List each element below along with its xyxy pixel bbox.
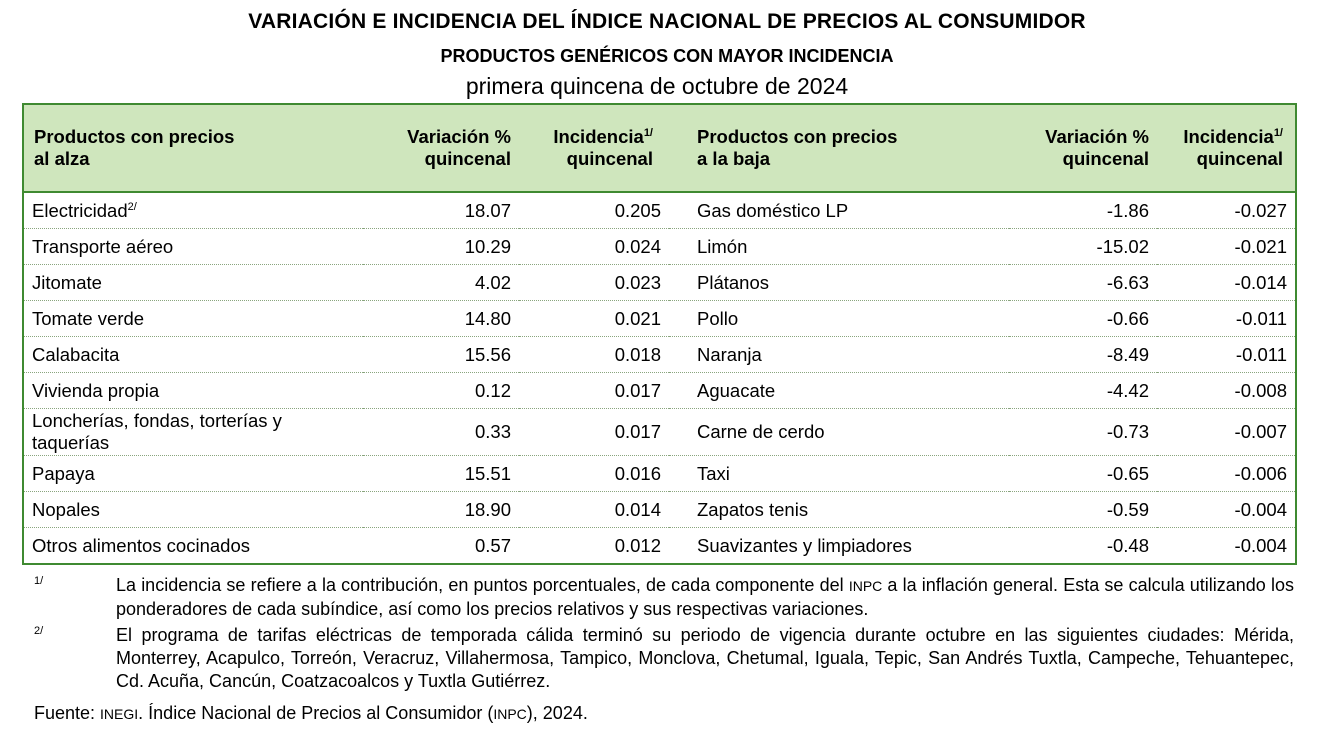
variacion-baja: -0.66 xyxy=(1009,301,1157,337)
product-baja: Pollo xyxy=(669,301,1009,337)
footnote-text: La incidencia se refiere a la contribución, en puntos porcentuales, de cada componente del INPC a la inflación general. Esta se calcula utilizando los ponderadores de cada subíndice, así como los precios relativos y sus respectivas variaciones. xyxy=(116,575,1294,619)
incidencia-alza: 0.018 xyxy=(519,337,669,373)
header-baja: Productos con precios a la baja xyxy=(669,104,1009,192)
period-label: primera quincena de octubre de 2024 xyxy=(465,73,849,99)
product-baja: Gas doméstico LP xyxy=(669,192,1009,229)
incidencia-baja: -0.011 xyxy=(1157,337,1296,373)
product-alza: Tomate verde xyxy=(23,301,363,337)
variacion-baja: -6.63 xyxy=(1009,265,1157,301)
incidencia-alza: 0.017 xyxy=(519,373,669,409)
incidencia-baja: -0.014 xyxy=(1157,265,1296,301)
source-note: Fuente: INEGI. Índice Nacional de Precios al Consumidor (INPC), 2024. xyxy=(34,703,588,723)
footnote-1 xyxy=(34,574,1294,621)
incidencia-baja: -0.007 xyxy=(1157,409,1296,456)
footnote-mark: 2/ xyxy=(34,625,44,637)
incidence-table xyxy=(22,103,1297,565)
table-row xyxy=(23,301,1296,337)
variacion-alza: 18.07 xyxy=(363,192,519,229)
product-alza: Transporte aéreo xyxy=(23,229,363,265)
incidencia-alza: 0.017 xyxy=(519,409,669,456)
incidencia-baja: -0.021 xyxy=(1157,229,1296,265)
table-header-row xyxy=(23,104,1296,192)
variacion-alza: 15.56 xyxy=(363,337,519,373)
product-alza: Jitomate xyxy=(23,265,363,301)
product-alza: Loncherías, fondas, torterías y taquerías xyxy=(23,409,363,456)
incidencia-alza: 0.024 xyxy=(519,229,669,265)
variacion-baja: -8.49 xyxy=(1009,337,1157,373)
footnote-mark: 1/ xyxy=(34,575,44,587)
table-row xyxy=(23,373,1296,409)
page-title: VARIACIÓN E INCIDENCIA DEL ÍNDICE NACIONAL DE PRECIOS AL CONSUMIDOR xyxy=(248,10,1086,33)
incidencia-baja: -0.004 xyxy=(1234,534,1287,556)
variacion-alza: 0.57 xyxy=(474,534,511,556)
product-alza: Vivienda propia xyxy=(23,373,363,409)
incidencia-baja: -0.027 xyxy=(1157,192,1296,229)
product-alza: Papaya xyxy=(23,456,363,492)
table-row xyxy=(23,337,1296,373)
variacion-baja: -0.65 xyxy=(1009,456,1157,492)
page-subtitle: PRODUCTOS GENÉRICOS CON MAYOR INCIDENCIA xyxy=(440,46,894,66)
table-row xyxy=(23,229,1296,265)
variacion-alza: 18.90 xyxy=(363,492,519,528)
variacion-baja: -1.86 xyxy=(1009,192,1157,229)
product-alza: Calabacita xyxy=(23,337,363,373)
variacion-alza: 4.02 xyxy=(363,265,519,301)
header-incidencia-baja: Incidencia$^{1/}$ quincenal xyxy=(1157,104,1296,192)
variacion-baja: -15.02 xyxy=(1009,229,1157,265)
table-row xyxy=(23,528,1296,565)
table-row xyxy=(23,456,1296,492)
footnotes xyxy=(34,574,1294,693)
table-row xyxy=(23,409,1296,456)
incidencia-alza: 0.205 xyxy=(519,192,669,229)
variacion-baja: -4.42 xyxy=(1009,373,1157,409)
table-row xyxy=(23,192,1296,229)
product-alza: Electricidad$^{2/}$ xyxy=(23,192,363,229)
product-baja: Plátanos xyxy=(669,265,1009,301)
variacion-alza: 14.80 xyxy=(363,301,519,337)
header-incidencia-alza: Incidencia$^{1/}$ quincenal xyxy=(519,104,669,192)
incidencia-alza: 0.012 xyxy=(614,534,661,556)
header-variacion-baja: Variación % quincenal xyxy=(1009,104,1157,192)
incidencia-alza: 0.021 xyxy=(519,301,669,337)
product-baja: Taxi xyxy=(669,456,1009,492)
variacion-alza: 0.33 xyxy=(363,409,519,456)
incidencia-alza: 0.016 xyxy=(519,456,669,492)
header-variacion-alza: Variación % quincenal xyxy=(363,104,519,192)
variacion-alza: 10.29 xyxy=(363,229,519,265)
table-row xyxy=(23,265,1296,301)
variacion-alza: 15.51 xyxy=(363,456,519,492)
incidencia-alza: 0.023 xyxy=(519,265,669,301)
incidencia-baja: -0.004 xyxy=(1157,492,1296,528)
table-row xyxy=(23,492,1296,528)
incidencia-baja: -0.008 xyxy=(1157,373,1296,409)
product-alza: Otros alimentos cocinados xyxy=(32,534,250,556)
incidencia-baja: -0.011 xyxy=(1157,301,1296,337)
variacion-baja: -0.59 xyxy=(1009,492,1157,528)
incidencia-baja: -0.006 xyxy=(1157,456,1296,492)
variacion-alza: 0.12 xyxy=(363,373,519,409)
variacion-baja: -0.48 xyxy=(1106,534,1149,556)
product-baja: Suavizantes y limpiadores xyxy=(697,534,912,556)
product-baja: Zapatos tenis xyxy=(669,492,1009,528)
header-alza: Productos con precios al alza xyxy=(23,104,363,192)
product-baja: Aguacate xyxy=(669,373,1009,409)
footnote-2 xyxy=(34,624,1294,693)
incidencia-alza: 0.014 xyxy=(519,492,669,528)
product-alza: Nopales xyxy=(23,492,363,528)
footnote-text: El programa de tarifas eléctricas de temporada cálida terminó su periodo de vigencia durante octubre en las siguientes ciudades: Mérida, Monterrey, Acapulco, Torreón, Veracruz, Villahermosa, Tampico, Monclova, Chetumal, Iguala, Tepic, San Andrés Tuxtla, Campeche, Tehuantepec, Cd. Acuña, Cancún, Coatzacoalcos y Tuxtla Gutiérrez. xyxy=(116,625,1294,691)
product-baja: Limón xyxy=(669,229,1009,265)
variacion-baja: -0.73 xyxy=(1009,409,1157,456)
product-baja: Naranja xyxy=(669,337,1009,373)
product-baja: Carne de cerdo xyxy=(669,409,1009,456)
